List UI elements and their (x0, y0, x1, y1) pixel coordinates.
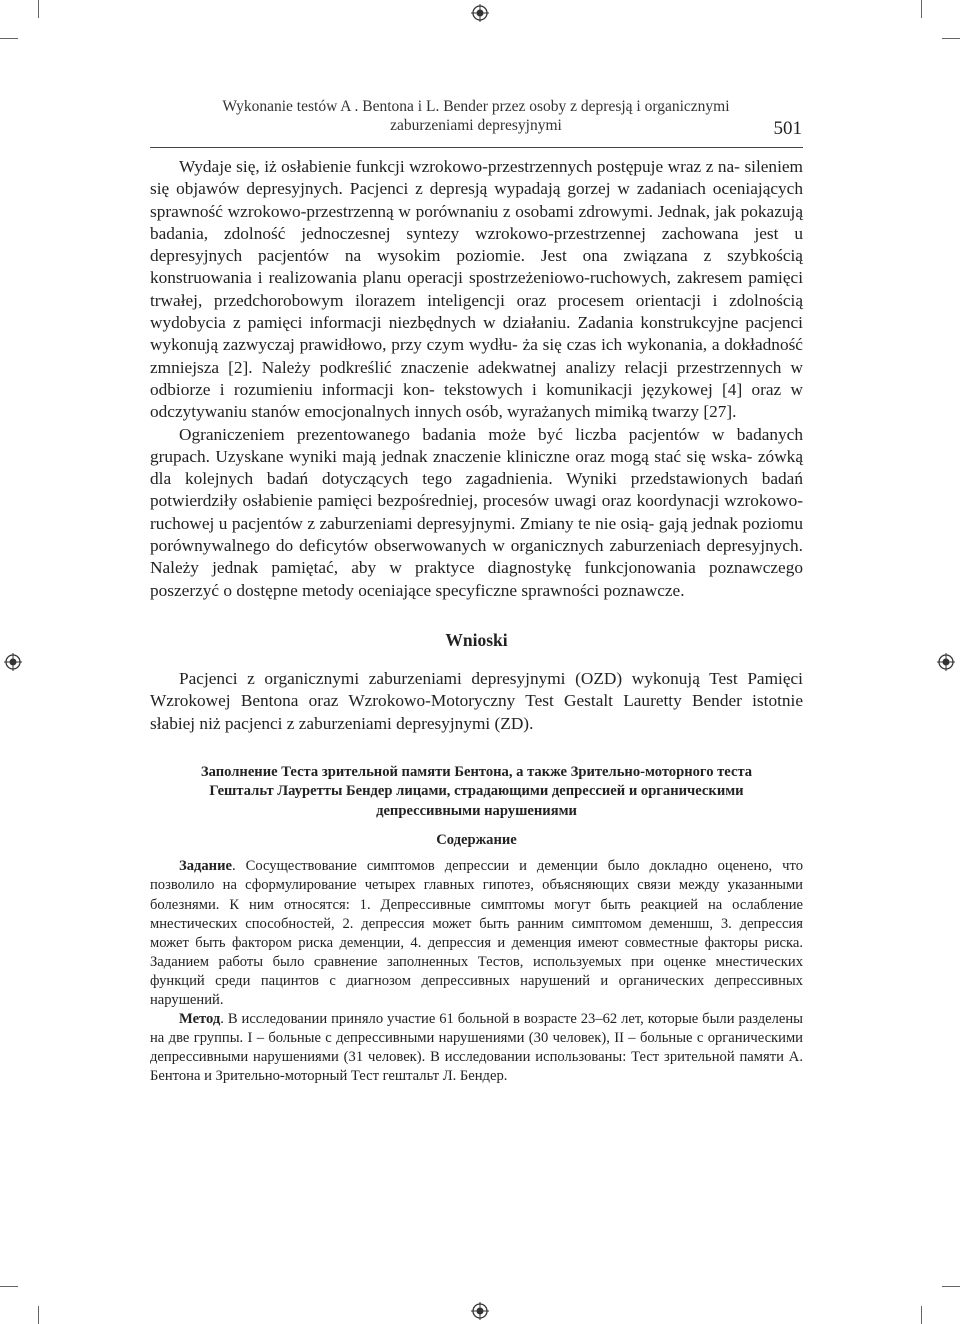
text-line: Wydaje się, iż osłabienie funkcji wzrokowo-przestrzennych postępuje wraz z na- (179, 157, 740, 176)
text-line: wzrokowo-ruchowej u pacjentów z zaburzeniami depresyjnymi. Zmiany te nie osią- (150, 491, 803, 533)
crop-mark-top-right-h (942, 38, 960, 39)
text-line: innych osób, wyrażanych mimiką twarzy [27]. (414, 402, 737, 422)
header-rule (150, 147, 803, 148)
text-line: Ograniczeniem prezentowanego badania może być liczba pacjentów w badanych (179, 424, 803, 444)
text-line: ża się czas ich wykonania, a dokładność zmniejsza [2]. Należy podkreślić znaczenie (150, 335, 803, 377)
crop-mark-bottom-right-h (942, 1286, 960, 1287)
text-line: деменшш, 3. депрессия может быть фактором риска деменции, 4. депрессия и деменция (150, 915, 803, 951)
paragraph-limitations (150, 424, 803, 602)
paragraph-visuospatial (150, 156, 803, 424)
text-line: zachowana jest u depresyjnych pacjentów na wysokim poziomie. Jest ona związana (150, 223, 803, 266)
text-line: badań potwierdziły osłabienie pamięci bezpośredniej, procesów uwagi oraz koordynacji (150, 469, 803, 511)
text-line: что позволило на сформулирование четырех главных гипотез, объясняющих связи между (150, 858, 803, 894)
crop-mark-top-left (38, 0, 39, 18)
task-label: Задание (179, 858, 232, 875)
russian-task-paragraph (150, 857, 803, 1010)
text-line: oceniających sprawność wzrokowo-przestrzenną w porównaniu z osobami zdrowymi. (150, 179, 803, 221)
text-line: gają jednak poziomu porównywalnego do deficytów obserwowanych w organicznych (150, 513, 803, 556)
text-line: grupach. Uzyskane wyniki mają jednak znaczenie kliniczne oraz mogą stać się wska- (150, 446, 753, 466)
text-line: funkcjonowania poznawczego poszerzyć o dostępne metody oceniające specyficzne (150, 558, 803, 600)
text-line: . В исследовании приняло участие 61 больной в возрасте 23–62 лет, которые были (220, 1011, 735, 1028)
paragraph-conclusions (150, 668, 803, 735)
text-line: z szybkością konstruowania i realizowania planu operacji spostrzeżeniowo-ruchowych, (150, 246, 803, 288)
russian-summary (150, 763, 803, 1087)
running-header-line-1: Wykonanie testów A . Bentona i L. Bender przez osoby z depresją i organicznymi (222, 98, 730, 115)
crop-mark-bottom-left-h (0, 1286, 18, 1287)
method-label: Метод (179, 1011, 221, 1028)
russian-summary-title (150, 763, 803, 822)
text-line: нарушений и органических депрессивных нарушений. (150, 972, 803, 1008)
russian-summary-subtitle: Содержание (436, 832, 517, 849)
running-header-line-2: zaburzeniami depresyjnymi (390, 117, 562, 134)
russian-method-paragraph (150, 1010, 803, 1086)
text-line: с органическими депрессивными нарушениями (31 человек). В исследовании использованы: (150, 1030, 803, 1066)
registration-mark-top-icon (471, 4, 489, 22)
text-line: Тест зрительной памяти А. Бентона и Зрительно-моторный Тест гештальт Л. Бендер. (150, 1049, 803, 1085)
text-line: orientacji i zdolnością wydobycia z pamięci informacji niezbędnych w działaniu. (150, 290, 804, 333)
crop-mark-top-right (921, 0, 922, 18)
text-line: имеют совместные факторы риска. Заданием работы было сравнение заполненных Тестов, (150, 934, 803, 970)
section-heading-conclusions: Wnioski (445, 629, 508, 650)
main-text (150, 156, 803, 1086)
title-line: Гештальт Лауретты Бендер лицами, страдающими депрессией и органическими (209, 783, 744, 800)
text-line: Wzrokowej Bentona oraz Wzrokowo-Motoryczny Test Gestalt Lauretty Bender istotnie (150, 691, 803, 711)
crop-mark-bottom-left (38, 1306, 39, 1324)
text-line: sprawności poznawcze. (521, 580, 685, 600)
text-line: на ослабление мнестических способностей, 2. депрессия может быть ранним симптомом (150, 896, 803, 932)
registration-mark-right-icon (937, 653, 955, 671)
text-line: указанными болезнями. К ним относятся: 1. Депрессивные симптомы могут быть реакцией (150, 877, 803, 913)
text-line: . Сосуществование симптомов депрессии и деменции было докладно оценено, (231, 858, 773, 875)
text-line: adekwatnej analizy relacji przestrzennych w odbiorze i rozumieniu informacji kon- (150, 357, 803, 399)
text-line: zakresem pamięci trwałej, przedchorobowym ilorazem inteligencji oraz procesem (150, 268, 803, 310)
running-header (150, 97, 802, 139)
text-line: используемых при оценке мнестических функций среди пацинтов с диагнозом депрессивных (150, 953, 803, 989)
text-line: słabiej niż pacjenci z zaburzeniami depresyjnymi (ZD). (150, 713, 534, 733)
text-line: Pacjenci z organicznymi zaburzeniami depresyjnymi (OZD) wykonują Test Pamięci (179, 668, 803, 688)
registration-mark-left-icon (4, 653, 22, 671)
crop-mark-bottom-right (921, 1306, 922, 1324)
text-line: zaburzeniach depresyjnych. Należy jednak pamiętać, aby w praktyce diagnostykę (150, 536, 804, 578)
text-line: sileniem się objawów depresyjnych. Pacjenci z depresją wypadają gorzej w zadaniach (150, 157, 803, 199)
text-line: Jednak, jak pokazują badania, zdolność jednoczesnej syntezy wzrokowo-przestrzennej (150, 201, 803, 243)
title-line: Заполнение Теста зрительной памяти Бентона, а также Зрительно-моторного теста (200, 763, 753, 780)
registration-mark-bottom-icon (471, 1302, 489, 1320)
page-number: 501 (773, 118, 802, 139)
title-line: депрессивными нарушениями (376, 802, 577, 819)
text-line: разделены на две группы. I – больные с депрессивными нарушениями (30 человек), II – больные (150, 1011, 803, 1047)
text-line: Zadania konstrukcyjne pacjenci wykonują zazwyczaj prawidłowo, przy czym wydłu- (150, 313, 803, 355)
text-line: zówką dla kolejnych badań dotyczących tego zagadnienia. Wyniki przedstawionych (150, 446, 803, 489)
text-line: tekstowych i komunikacji językowej [4] oraz w odczytywaniu stanów emocjonalnych (150, 379, 803, 422)
crop-mark-top-left-h (0, 38, 18, 39)
